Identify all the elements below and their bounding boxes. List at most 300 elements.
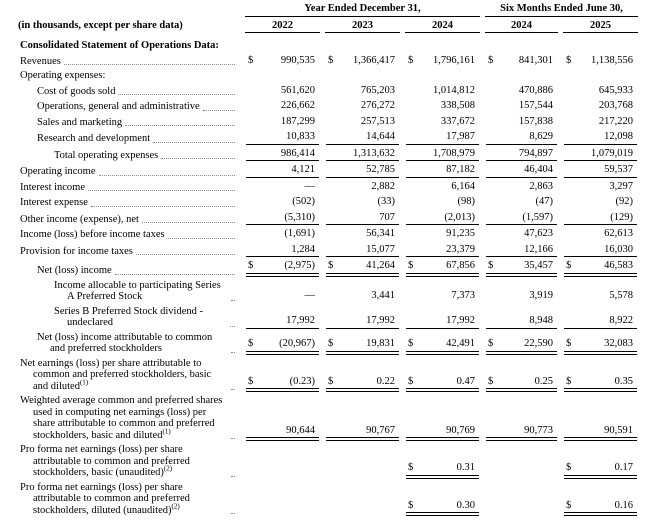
value-cell xyxy=(485,114,558,130)
value-text: 15,077 xyxy=(366,243,395,255)
value-cell xyxy=(563,83,638,99)
value-cell xyxy=(325,330,400,356)
footnote-marker: (2) xyxy=(171,502,180,510)
value-text: 1,796,161 xyxy=(433,54,476,66)
value-cell xyxy=(485,330,558,356)
value-text: 52,785 xyxy=(366,164,395,175)
value-cell xyxy=(325,393,400,442)
value-cell xyxy=(485,53,558,69)
table-row xyxy=(0,330,638,356)
value-text: 67,856 xyxy=(446,260,476,271)
value-cell xyxy=(563,356,638,394)
value-text: 42,491 xyxy=(446,338,476,349)
table-row xyxy=(0,83,638,99)
value-text: 157,838 xyxy=(518,115,554,127)
value-text: 1,708,979 xyxy=(433,147,476,159)
value-cell xyxy=(325,129,400,146)
value-cell xyxy=(485,304,558,330)
value-text: 1,014,812 xyxy=(433,84,476,96)
value-text: 90,591 xyxy=(604,424,634,436)
value-text: 0.31 xyxy=(456,462,476,473)
value-cell xyxy=(245,258,320,278)
value-cell xyxy=(325,480,400,518)
table-row xyxy=(0,442,638,480)
value-cell xyxy=(245,304,320,330)
dollar-sign: $ xyxy=(328,338,334,349)
value-text: 87,182 xyxy=(446,164,476,175)
value-text: 226,662 xyxy=(280,100,315,111)
value-text: 8,948 xyxy=(529,315,554,326)
row-label-text: Income allocable to participating Series A Preferred Stock xyxy=(54,279,221,302)
value-cell xyxy=(325,114,400,130)
value-cell xyxy=(245,114,320,130)
row-label xyxy=(0,179,245,195)
row-label-text: Research and development xyxy=(37,133,151,144)
row-label xyxy=(0,330,245,356)
value-cell xyxy=(485,356,558,394)
value-cell xyxy=(325,162,400,179)
value-text: (2,013) xyxy=(444,211,476,223)
value-cell xyxy=(245,162,320,179)
dollar-sign: $ xyxy=(408,338,414,349)
row-label-text: Cost of goods sold xyxy=(37,85,116,97)
value-cell xyxy=(245,146,320,163)
value-text: — xyxy=(304,290,315,301)
value-cell xyxy=(485,242,558,259)
value-cell xyxy=(563,330,638,356)
dollar-sign: $ xyxy=(248,54,254,66)
value-text: 59,537 xyxy=(604,164,634,175)
value-cell xyxy=(563,226,638,242)
row-label xyxy=(0,114,245,130)
value-cell xyxy=(563,162,638,179)
dollar-sign: $ xyxy=(408,54,414,66)
value-text: 17,992 xyxy=(446,315,476,326)
value-cell xyxy=(563,129,638,146)
row-label xyxy=(0,53,245,69)
value-cell xyxy=(325,179,400,195)
value-cell xyxy=(325,242,400,259)
value-text: 17,992 xyxy=(286,315,315,326)
value-text: 794,897 xyxy=(518,147,554,159)
value-cell xyxy=(485,278,558,304)
value-cell xyxy=(563,442,638,480)
dot-leader xyxy=(136,254,235,255)
column-group-six-months: Six Months Ended June 30, xyxy=(485,2,638,16)
value-cell xyxy=(245,210,320,227)
dollar-sign: $ xyxy=(566,462,572,473)
value-cell xyxy=(245,194,320,210)
dollar-sign: $ xyxy=(566,499,572,511)
value-cell xyxy=(563,210,638,227)
row-label xyxy=(0,210,245,227)
value-cell xyxy=(405,226,480,242)
value-text: 22,590 xyxy=(524,338,554,349)
value-text: 6,164 xyxy=(451,180,476,192)
value-text: 62,613 xyxy=(604,228,634,239)
table-row xyxy=(0,194,638,210)
operations-data-table xyxy=(0,2,638,517)
value-cell xyxy=(405,210,480,227)
year-column-header-2024: 2024 xyxy=(405,16,480,33)
table-row xyxy=(0,179,638,195)
value-cell xyxy=(563,258,638,278)
year-column-header-2023: 2023 xyxy=(325,16,400,33)
value-cell xyxy=(485,480,558,518)
year-column-header-2024-interim: 2024 xyxy=(485,16,558,33)
value-cell xyxy=(405,53,480,69)
value-text: (47) xyxy=(535,196,554,207)
table-section-row xyxy=(0,33,638,53)
row-label-text: Total operating expenses xyxy=(54,149,159,161)
value-text: 10,833 xyxy=(286,131,315,142)
value-cell xyxy=(405,194,480,210)
value-cell xyxy=(485,226,558,242)
value-text: (0.23) xyxy=(289,375,315,387)
header-spacer xyxy=(0,2,245,16)
value-cell xyxy=(405,83,480,99)
dot-leader xyxy=(231,352,235,353)
footnote-marker: (1) xyxy=(162,427,171,435)
table-row xyxy=(0,278,638,304)
row-label-text: Pro forma net earnings (loss) per share attributable to common and preferred stockholders, diluted (unaudited)$^{(2)}$ xyxy=(20,481,190,516)
value-text: (502) xyxy=(292,196,315,207)
value-cell xyxy=(563,53,638,69)
value-cell xyxy=(485,98,558,114)
value-cell xyxy=(245,98,320,114)
row-label xyxy=(0,356,245,394)
value-text: 90,769 xyxy=(446,424,476,436)
value-cell xyxy=(405,304,480,330)
value-text: 276,272 xyxy=(360,100,395,111)
value-cell xyxy=(245,356,320,394)
value-text: 90,773 xyxy=(524,424,554,436)
value-text: (2,975) xyxy=(284,260,315,271)
year-column-header-2022: 2022 xyxy=(245,16,320,33)
value-text: 0.30 xyxy=(456,499,476,511)
value-cell xyxy=(325,83,400,99)
row-label xyxy=(0,393,245,442)
table-row xyxy=(0,393,638,442)
value-cell xyxy=(405,278,480,304)
row-label xyxy=(0,83,245,99)
value-text: 0.22 xyxy=(376,375,395,387)
dot-leader xyxy=(91,206,235,207)
value-cell xyxy=(563,304,638,330)
footnote-marker: (2) xyxy=(163,464,173,473)
dot-leader xyxy=(125,125,235,126)
table-row xyxy=(0,480,638,518)
dollar-sign: $ xyxy=(408,462,414,473)
dot-leader xyxy=(153,142,235,143)
value-text: 23,379 xyxy=(446,243,476,255)
value-text: 0.25 xyxy=(534,375,554,387)
value-text: 2,882 xyxy=(371,180,395,192)
value-cell xyxy=(485,258,558,278)
row-label-text: Income (loss) before income taxes xyxy=(20,229,165,240)
value-cell xyxy=(325,304,400,330)
value-text: 257,513 xyxy=(360,115,395,127)
value-text: 1,079,019 xyxy=(591,147,634,159)
year-column-header-2025-interim: 2025 xyxy=(563,16,638,33)
table-row xyxy=(0,162,638,179)
table-row xyxy=(0,304,638,330)
row-label-text: Revenues xyxy=(20,55,61,67)
value-text: 12,166 xyxy=(524,243,554,255)
value-text: 17,992 xyxy=(366,315,395,326)
row-label-text: Operations, general and administrative xyxy=(37,101,200,112)
value-text: 4,121 xyxy=(291,164,315,175)
value-cell xyxy=(245,442,320,480)
value-cell xyxy=(245,480,320,518)
dollar-sign: $ xyxy=(248,375,254,387)
value-cell xyxy=(325,278,400,304)
value-text: 3,441 xyxy=(371,290,395,301)
value-cell xyxy=(405,442,480,480)
value-text: (20,967) xyxy=(279,338,315,349)
value-text: 338,508 xyxy=(440,100,476,111)
value-cell xyxy=(405,114,480,130)
value-text: 337,672 xyxy=(440,115,476,127)
value-text: 47,623 xyxy=(524,228,554,239)
value-cell xyxy=(405,480,480,518)
value-cell xyxy=(485,129,558,146)
dollar-sign: $ xyxy=(488,375,494,387)
row-label-text: Operating expenses: xyxy=(20,70,106,81)
value-text: 19,831 xyxy=(366,338,395,349)
row-label xyxy=(0,278,245,304)
dot-leader xyxy=(168,238,235,239)
row-label-text: Series B Preferred Stock dividend - undeclared xyxy=(54,305,204,328)
row-label xyxy=(0,258,245,278)
value-cell xyxy=(485,179,558,195)
dot-leader xyxy=(231,438,235,439)
value-text: 841,301 xyxy=(518,54,554,66)
dot-leader xyxy=(231,476,235,477)
dot-leader xyxy=(231,389,235,390)
value-cell xyxy=(405,98,480,114)
table-row xyxy=(0,356,638,394)
value-cell xyxy=(405,129,480,146)
value-cell xyxy=(325,194,400,210)
table-row xyxy=(0,114,638,130)
value-cell xyxy=(563,98,638,114)
value-text: 157,544 xyxy=(518,100,554,111)
value-cell xyxy=(325,258,400,278)
value-text: 0.35 xyxy=(614,375,634,387)
value-cell xyxy=(563,146,638,163)
value-cell xyxy=(245,129,320,146)
table-row xyxy=(0,98,638,114)
value-cell xyxy=(245,53,320,69)
dot-leader xyxy=(161,158,235,159)
column-group-year-ended: Year Ended December 31, xyxy=(245,2,480,16)
table-section-row xyxy=(0,68,638,83)
value-text: 1,366,417 xyxy=(353,54,395,66)
row-label xyxy=(0,162,245,179)
value-cell xyxy=(485,442,558,480)
value-text: (1,691) xyxy=(284,228,315,239)
units-note: (in thousands, except per share data) xyxy=(18,20,183,31)
dot-leader xyxy=(231,513,235,514)
period-group-header-row xyxy=(0,2,638,16)
dollar-sign: $ xyxy=(566,54,572,66)
value-cell xyxy=(485,194,558,210)
value-text: 765,203 xyxy=(360,84,395,96)
row-label xyxy=(0,194,245,210)
dot-leader xyxy=(118,94,235,95)
value-text: (5,310) xyxy=(284,211,315,223)
dollar-sign: $ xyxy=(488,260,494,271)
value-text: 5,578 xyxy=(609,290,634,301)
dot-leader xyxy=(231,300,235,301)
value-text: 645,933 xyxy=(598,84,634,96)
value-text: 90,644 xyxy=(286,424,315,436)
row-label xyxy=(0,442,245,480)
value-cell xyxy=(563,393,638,442)
value-text: 707 xyxy=(379,211,395,223)
dollar-sign: $ xyxy=(408,499,414,511)
value-text: 1,313,632 xyxy=(353,147,395,159)
year-header-row xyxy=(0,16,638,33)
value-cell xyxy=(325,146,400,163)
value-text: 56,341 xyxy=(366,228,395,239)
value-cell xyxy=(485,162,558,179)
table-row xyxy=(0,258,638,278)
value-cell xyxy=(563,114,638,130)
value-text: 0.47 xyxy=(456,375,476,387)
value-cell xyxy=(325,98,400,114)
value-text: 561,620 xyxy=(280,84,315,96)
row-label xyxy=(0,226,245,242)
value-cell xyxy=(563,179,638,195)
value-text: (92) xyxy=(615,196,634,207)
table-row xyxy=(0,226,638,242)
value-text: 41,264 xyxy=(366,260,395,271)
value-text: 217,220 xyxy=(598,115,634,127)
row-label-text: Other income (expense), net xyxy=(20,213,139,225)
value-cell xyxy=(405,146,480,163)
value-cell xyxy=(485,83,558,99)
dot-leader xyxy=(64,64,235,65)
value-text: — xyxy=(304,180,315,192)
value-cell xyxy=(405,356,480,394)
value-text: 1,138,556 xyxy=(591,54,634,66)
footnote-marker: (1) xyxy=(79,378,89,386)
row-label-text: Consolidated Statement of Operations Data: xyxy=(20,40,219,51)
dot-leader xyxy=(142,222,235,223)
value-cell xyxy=(325,226,400,242)
row-label xyxy=(0,146,245,163)
value-text: 90,767 xyxy=(366,424,395,436)
dollar-sign: $ xyxy=(408,375,414,387)
value-cell xyxy=(245,242,320,259)
value-text: 0.17 xyxy=(614,462,634,473)
dollar-sign: $ xyxy=(566,338,572,349)
value-text: 46,404 xyxy=(524,164,554,175)
row-label-text: Pro forma net earnings (loss) per share attributable to common and preferred stockholders, basic (unaudited)$^{(2)}$ xyxy=(20,444,190,478)
value-text: 8,922 xyxy=(609,315,634,326)
value-cell xyxy=(563,242,638,259)
value-text: 990,535 xyxy=(280,54,315,66)
value-text: 14,644 xyxy=(366,131,395,142)
value-cell xyxy=(325,356,400,394)
table-row xyxy=(0,129,638,146)
value-cell xyxy=(485,146,558,163)
dot-leader xyxy=(230,326,235,327)
value-cell xyxy=(485,210,558,227)
row-label xyxy=(0,129,245,146)
row-label xyxy=(0,98,245,114)
dollar-sign: $ xyxy=(408,260,414,271)
value-cell xyxy=(245,393,320,442)
value-cell xyxy=(245,179,320,195)
dollar-sign: $ xyxy=(328,54,334,66)
value-text: 986,414 xyxy=(280,147,315,159)
value-text: 0.16 xyxy=(614,499,634,511)
row-label-text: Net earnings (loss) per share attributable to common and preferred stockholders, basic and diluted$^{(1)}$ xyxy=(20,357,212,392)
value-cell xyxy=(245,278,320,304)
value-text: 35,457 xyxy=(524,260,554,271)
row-label-text: Provision for income taxes xyxy=(20,245,133,257)
dot-leader xyxy=(88,190,235,191)
value-text: 12,098 xyxy=(604,131,634,142)
value-cell xyxy=(405,393,480,442)
row-label-text: Interest income xyxy=(20,181,86,193)
dot-leader xyxy=(99,175,235,176)
row-label xyxy=(0,304,245,330)
value-cell xyxy=(245,83,320,99)
row-label-text: Operating income xyxy=(20,166,96,177)
value-text: (33) xyxy=(377,196,395,207)
value-text: 17,987 xyxy=(446,131,476,142)
value-text: (98) xyxy=(457,196,476,207)
value-text: 470,886 xyxy=(518,84,554,96)
table-row xyxy=(0,210,638,227)
dot-leader xyxy=(203,110,235,111)
table-body xyxy=(0,33,638,518)
value-cell xyxy=(405,162,480,179)
row-label-text: Weighted average common and preferred shares used in computing net earnings (loss) per share attributable to common and preferred stockholders, basic and diluted$^{(1)}$ xyxy=(20,395,223,441)
value-text: 3,297 xyxy=(609,180,634,192)
value-text: 8,629 xyxy=(529,131,554,142)
value-text: (1,597) xyxy=(522,211,554,223)
dollar-sign: $ xyxy=(328,260,334,271)
value-cell xyxy=(325,53,400,69)
value-cell xyxy=(563,194,638,210)
value-text: 32,083 xyxy=(604,338,634,349)
value-cell xyxy=(405,242,480,259)
value-text: 46,583 xyxy=(604,260,634,271)
value-cell xyxy=(325,442,400,480)
table-row xyxy=(0,53,638,69)
value-cell xyxy=(405,179,480,195)
row-label xyxy=(0,33,638,53)
value-cell xyxy=(245,226,320,242)
value-text: (129) xyxy=(610,211,634,223)
dollar-sign: $ xyxy=(248,260,254,271)
value-cell xyxy=(245,330,320,356)
table-row xyxy=(0,146,638,163)
dollar-sign: $ xyxy=(328,375,334,387)
value-text: 16,030 xyxy=(604,243,634,255)
value-cell xyxy=(405,258,480,278)
value-text: 1,284 xyxy=(291,243,315,255)
value-text: 2,863 xyxy=(529,180,554,192)
dollar-sign: $ xyxy=(566,375,572,387)
value-cell xyxy=(563,278,638,304)
dollar-sign: $ xyxy=(488,54,494,66)
